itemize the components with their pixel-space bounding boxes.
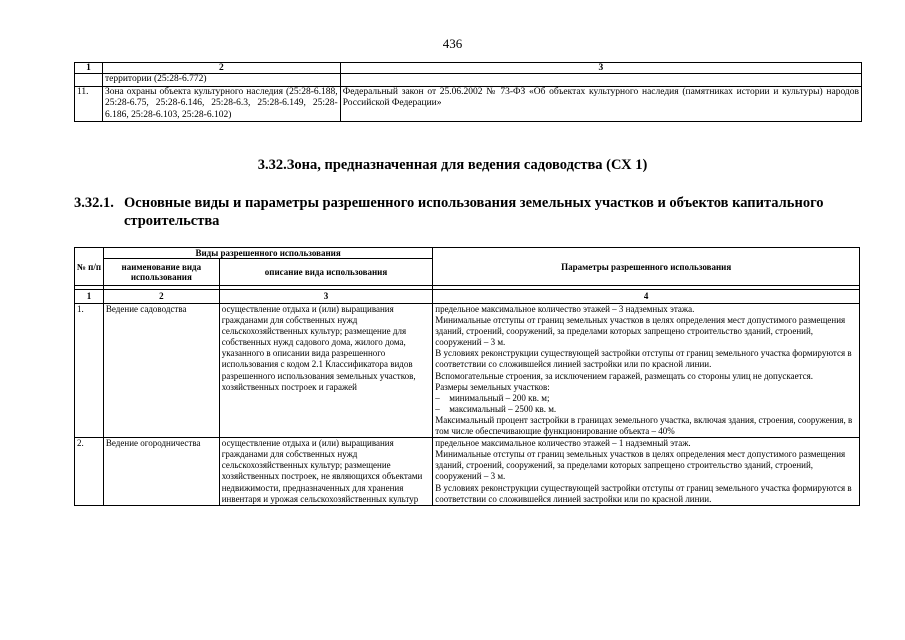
params-line: предельное максимальное количество этажей – 3 надземных этажа. xyxy=(435,304,695,314)
section-heading: 3.32.Зона, предназначенная для ведения садоводства (СХ 1) xyxy=(257,157,648,173)
row-name: Ведение огородничества xyxy=(103,438,219,506)
header-num: № п/п xyxy=(75,248,104,286)
main-table-header xyxy=(75,248,860,259)
subsection-title: Основные виды и параметры разрешенного использования земельных участков и объектов капитального строительства xyxy=(124,195,824,229)
col-number-4: 4 xyxy=(433,290,860,304)
row-name: Ведение садоводства xyxy=(103,304,219,438)
row-desc: осуществление отдыха и (или) выращивания гражданами для собственных нужд сельскохозяйственных культур; размещение для собственных нужд садового дома, жилого дома, указанного в описании вида разрешенного использования с кодом 2.1 Классификатора видов разрешенного использования земельных участков, хозяйственных построек и гаражей xyxy=(219,304,433,438)
top-table-header-1: 1 xyxy=(75,63,103,74)
row-num: 1. xyxy=(75,304,104,438)
table-row xyxy=(75,74,862,87)
col-number-1: 1 xyxy=(75,290,104,304)
params-line: Вспомогательные строения, за исключением гаражей, размещать со стороны улиц не допускается. xyxy=(435,370,813,381)
top-row-col2: Зона охраны объекта культурного наследия (25:28-6.188, 25:28-6.75, 25:28-6.146, 25:28-6.3, 25:28-6.149, 25:28-6.186, 25:28-6.103, 25:28-6.102) xyxy=(102,86,340,122)
row-num: 2. xyxy=(75,438,104,506)
params-list-item: – минимальный – 200 кв. м; xyxy=(435,392,550,403)
params-line: Минимальные отступы от границ земельных участков в целях определения мест допустимого размещения зданий, строений, сооружений, за пределами которых запрещено строительство зданий, строений, сооружений – 3 м. xyxy=(435,315,846,348)
header-name: наименование вида использования xyxy=(103,259,219,286)
top-table xyxy=(74,62,862,122)
table-row xyxy=(75,304,860,438)
params-line: предельное максимальное количество этажей – 1 надземный этаж. xyxy=(435,438,691,449)
top-table-header-3: 3 xyxy=(340,63,861,74)
col-number-3: 3 xyxy=(219,290,433,304)
params-line: Максимальный процент застройки в границах земельного участка, включая здания, строения, сооружения, в том числе обеспечивающие функционирование объекта – 40% xyxy=(435,414,853,437)
top-row-num: 11. xyxy=(75,86,103,122)
top-table-header xyxy=(75,63,862,74)
header-params: Параметры разрешенного использования xyxy=(433,248,860,286)
params-list-item: – максимальный – 2500 кв. м. xyxy=(435,403,557,414)
row-params xyxy=(433,304,860,438)
col-number-2: 2 xyxy=(103,290,219,304)
row-params xyxy=(433,438,860,506)
params-line: Минимальные отступы от границ земельных участков в целях определения мест допустимого размещения зданий, строений, сооружений, за пределами которых запрещено строительство зданий, строений, сооружений – 3 м. xyxy=(435,449,846,482)
top-row-num xyxy=(75,74,103,87)
top-table-header-2: 2 xyxy=(102,63,340,74)
header-group: Виды разрешенного использования xyxy=(103,248,432,259)
table-row xyxy=(75,438,860,506)
top-row-col3: Федеральный закон от 25.06.2002 № 73-ФЗ «Об объектах культурного наследия (памятниках истории и культуры) народов Российской Федерации» xyxy=(340,86,861,122)
top-row-col2: территории (25:28-6.772) xyxy=(102,74,340,87)
header-desc: описание вида использования xyxy=(219,259,433,286)
dash-marker: – xyxy=(435,392,440,403)
column-numbers-row xyxy=(75,290,860,304)
params-line: В условиях реконструкции существующей застройки отступы от границ земельного участка формируются в соответствии со сложившейся линией застройки или по красной линии. xyxy=(435,482,852,504)
row-desc: осуществление отдыха и (или) выращивания гражданами для собственных нужд сельскохозяйственных культур; размещение хозяйственных построек, не являющихся объектами недвижимости, предназначенных для хранения инвентаря и урожая сельскохозяйственных культур xyxy=(219,438,433,506)
top-row-col3 xyxy=(340,74,861,87)
table-row xyxy=(75,86,862,122)
main-table xyxy=(74,247,860,506)
subsection-number: 3.32.1. xyxy=(74,195,114,211)
dash-marker: – xyxy=(435,403,440,414)
params-line: Размеры земельных участков: xyxy=(435,381,550,392)
subsection-heading xyxy=(74,194,874,230)
params-line: В условиях реконструкции существующей застройки отступы от границ земельного участка формируются в соответствии со сложившейся линией застройки или по красной линии. xyxy=(435,348,852,370)
page-number: 436 xyxy=(442,36,463,51)
